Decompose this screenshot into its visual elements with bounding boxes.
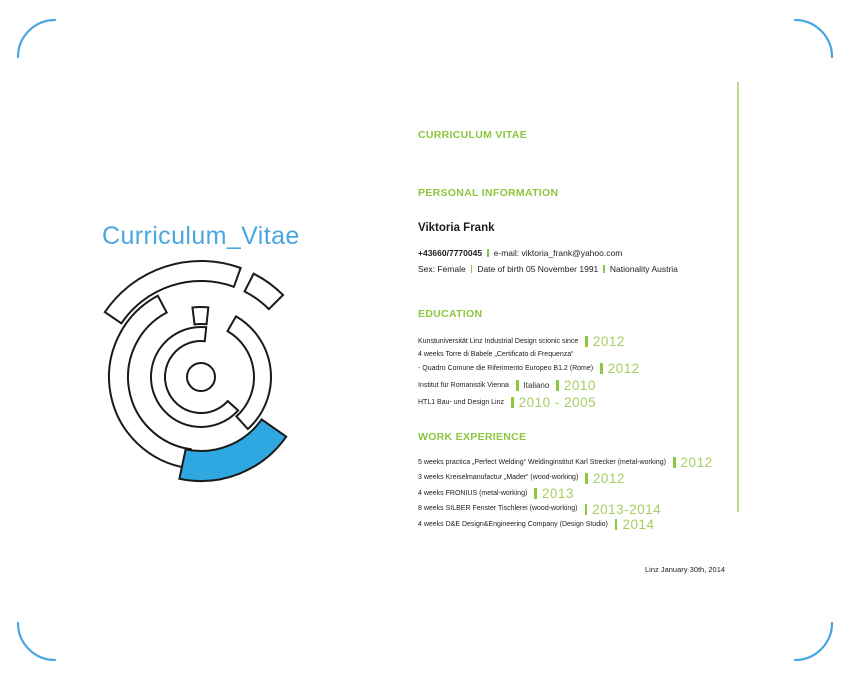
item-text: Kunstuniversität Linz Industrial Design scionic since bbox=[418, 337, 579, 345]
corner-arc-bottom-right bbox=[795, 623, 832, 660]
education-section bbox=[418, 308, 728, 411]
pipe-separator bbox=[585, 504, 588, 515]
work-heading: WORK EXPERIENCE bbox=[418, 431, 527, 443]
education-item bbox=[418, 394, 728, 411]
pipe-separator bbox=[603, 265, 605, 273]
logo-center-circle bbox=[187, 363, 215, 391]
item-subtext: Italiano bbox=[523, 381, 550, 390]
item-text: 4 weeks D&E Design&Engineering Company (Design Studio) bbox=[418, 520, 608, 528]
personal-information-section bbox=[418, 187, 728, 277]
circular-logo bbox=[60, 248, 330, 498]
item-text: Institut für Romanistik Vienna bbox=[418, 381, 509, 389]
item-year: 2012 bbox=[592, 334, 625, 349]
contact-row bbox=[418, 245, 728, 261]
education-item bbox=[418, 350, 728, 377]
item-year: 2013-2014 bbox=[592, 501, 662, 517]
contact-text: Sex: Female bbox=[418, 264, 466, 274]
cv-main-heading: CURRICULUM VITAE bbox=[418, 129, 528, 141]
logo-outer-top-arc bbox=[105, 261, 241, 323]
logo-outer-diamond-segment bbox=[245, 274, 283, 309]
vertical-divider-line bbox=[737, 82, 739, 512]
item-year: 2014 bbox=[622, 517, 655, 533]
work-item bbox=[418, 471, 728, 487]
work-item bbox=[418, 502, 728, 518]
work-items bbox=[418, 455, 728, 533]
work-item bbox=[418, 455, 728, 471]
education-heading: EDUCATION bbox=[418, 308, 483, 320]
personal-heading: PERSONAL INFORMATION bbox=[418, 187, 559, 199]
person-name: Viktoria Frank bbox=[418, 222, 495, 234]
pipe-separator bbox=[673, 457, 676, 468]
corner-arc-top-left bbox=[18, 20, 55, 57]
pipe-separator bbox=[585, 336, 588, 347]
pipe-separator bbox=[511, 397, 514, 408]
contact-text: Date of birth 05 November 1991 bbox=[477, 264, 599, 274]
item-year: 2010 - 2005 bbox=[518, 395, 597, 410]
pipe-separator bbox=[471, 265, 473, 273]
education-items bbox=[418, 333, 728, 411]
education-item bbox=[418, 377, 728, 394]
pipe-separator bbox=[600, 363, 603, 374]
item-text: - Quadro Comune die Riferimento Europeo B1.2 (Rome) bbox=[418, 364, 594, 372]
corner-arc-top-right bbox=[795, 20, 832, 57]
education-item bbox=[418, 333, 728, 350]
item-year: 2012 bbox=[680, 455, 713, 471]
contact-text: e-mail: viktoria_frank@yahoo.com bbox=[493, 248, 623, 258]
pipe-separator bbox=[534, 488, 537, 499]
contact-rows bbox=[418, 245, 728, 277]
contact-row bbox=[418, 261, 728, 277]
item-year: 2012 bbox=[607, 361, 640, 376]
signature-date: Linz January 30th, 2014 bbox=[645, 565, 726, 574]
pipe-separator bbox=[487, 249, 489, 257]
work-item bbox=[418, 486, 728, 502]
document-title: Curriculum_Vitae bbox=[102, 222, 300, 250]
item-text: HTL1 Bau- und Design Linz bbox=[418, 398, 504, 406]
item-text: 5 weeks practica „Perfect Welding“ Weldinginstitut Karl Strecker (metal-working) bbox=[418, 458, 666, 466]
item-text: 8 weeks SILBER Fenster Tischlerei (wood-working) bbox=[418, 505, 578, 513]
work-item bbox=[418, 517, 728, 533]
item-year: 2010 bbox=[563, 378, 596, 393]
contact-text: Nationality Austria bbox=[609, 264, 678, 274]
item-year: 2012 bbox=[592, 470, 625, 486]
item-year: 2013 bbox=[541, 486, 574, 502]
contact-text: +43660/7770045 bbox=[418, 248, 483, 258]
item-text: 4 weeks FRONIUS (metal-working) bbox=[418, 489, 528, 497]
logo-blue-arc bbox=[179, 419, 286, 481]
item-text: 3 weeks Kreiselmanufactur „Mader“ (wood-working) bbox=[418, 474, 579, 482]
pipe-separator bbox=[585, 473, 588, 484]
pipe-separator bbox=[516, 380, 519, 391]
pipe-separator bbox=[556, 380, 559, 391]
logo-top-spoke-segment bbox=[192, 307, 208, 324]
work-experience-section bbox=[418, 431, 728, 533]
pipe-separator bbox=[615, 519, 618, 530]
corner-arc-bottom-left bbox=[18, 623, 55, 660]
item-text-line: 4 weeks Torre di Babele „Certificato di Frequenza“ bbox=[418, 351, 574, 358]
